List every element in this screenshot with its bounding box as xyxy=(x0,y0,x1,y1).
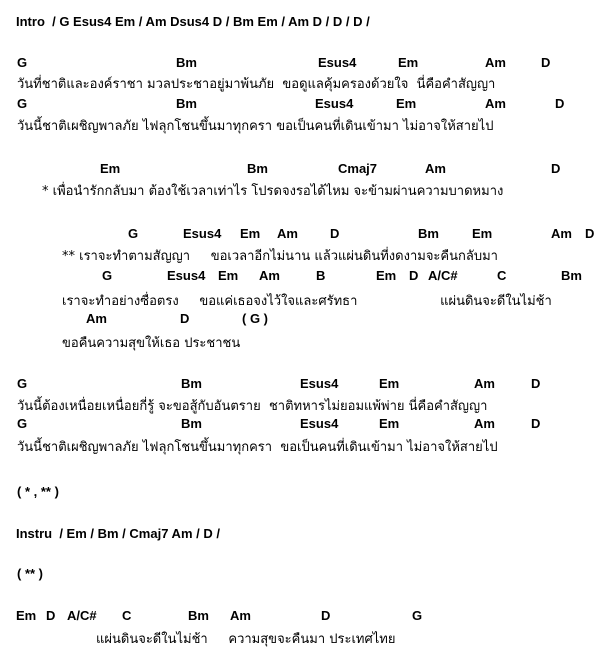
chord: Bm xyxy=(188,608,209,623)
chord: D xyxy=(541,55,551,70)
chord: Esus4 xyxy=(167,268,206,283)
chord: D xyxy=(585,226,595,241)
chorus-lyric-2: เราจะทำอย่างซื่อตรง ขอแค่เธอจงไว้ใจและศรัทธา แผ่นดินจะดีในไม่ช้า xyxy=(62,294,552,309)
chord: G xyxy=(128,226,139,241)
chord: Em xyxy=(396,96,417,111)
chord: Esus4 xyxy=(183,226,222,241)
chord: D xyxy=(531,416,541,431)
chord: Em xyxy=(240,226,261,241)
chord: Esus4 xyxy=(300,416,339,431)
verse1-lyric-2: วันนี้ชาติเผชิญพาลภัย ไฟลุกโชนขึ้นมาทุกครา ขอเป็นคนที่เดินเข้ามา ไม่อาจให้สายไป xyxy=(17,119,494,134)
outro-lyric: แผ่นดินจะดีในไม่ช้า ความสุขจะคืนมา ประเทศไทย xyxy=(96,632,396,647)
chord: ( G ) xyxy=(242,311,268,326)
chord: Em xyxy=(398,55,419,70)
repeat-marker-2: ( ** ) xyxy=(17,566,43,581)
chord: A/C# xyxy=(67,608,97,623)
chord: Am xyxy=(86,311,107,326)
instru-line: Instru / Em / Bm / Cmaj7 Am / D / xyxy=(16,526,220,541)
verse2-lyric-2: วันนี้ชาติเผชิญพาลภัย ไฟลุกโชนขึ้นมาทุกครา ขอเป็นคนที่เดินเข้ามา ไม่อาจให้สายไป xyxy=(17,440,498,455)
chord: Am xyxy=(425,161,446,176)
chord: Bm xyxy=(181,376,202,391)
chord: D xyxy=(555,96,565,111)
chord: B xyxy=(316,268,326,283)
chord: Am xyxy=(485,55,506,70)
chord: C xyxy=(122,608,132,623)
chord: D xyxy=(409,268,419,283)
chord: Em xyxy=(379,376,400,391)
chord: D xyxy=(46,608,56,623)
chord: Esus4 xyxy=(315,96,354,111)
chord: Em xyxy=(379,416,400,431)
chord: C xyxy=(497,268,507,283)
chord: D xyxy=(330,226,340,241)
verse2-lyric-1: วันนี้ต้องเหนื่อยเหนื่อยกี่รู้ จะขอสู้กับอันตราย ชาติทหารไม่ยอมแพ้พ่าย นี่คือคำสัญญา xyxy=(17,399,488,414)
chord: Em xyxy=(16,608,37,623)
chord: Bm xyxy=(176,55,197,70)
chord: Em xyxy=(218,268,239,283)
chord: D xyxy=(180,311,190,326)
chord: Bm xyxy=(247,161,268,176)
chord: Bm xyxy=(176,96,197,111)
chord: Am xyxy=(474,416,495,431)
chord: G xyxy=(17,96,28,111)
chord: G xyxy=(102,268,113,283)
intro-line: Intro / G Esus4 Em / Am Dsus4 D / Bm Em / Am D / D / D / xyxy=(16,14,370,29)
chord: G xyxy=(17,376,28,391)
chord: Am xyxy=(259,268,280,283)
prechorus-lyric: * เพื่อนำรักกลับมา ต้องใช้เวลาเท่าไร โปรดจงรอได้ไหม จะข้ามผ่านความบาดหมาง xyxy=(42,184,504,199)
chord: G xyxy=(17,416,28,431)
chord: Am xyxy=(474,376,495,391)
chord: D xyxy=(531,376,541,391)
chord: Em xyxy=(376,268,397,283)
chord: G xyxy=(412,608,423,623)
chord: Em xyxy=(100,161,121,176)
repeat-marker-1: ( * , ** ) xyxy=(17,484,59,499)
chord: Esus4 xyxy=(318,55,357,70)
chord: Am xyxy=(277,226,298,241)
chorus-lyric-3: ขอคืนความสุขให้เธอ ประชาชน xyxy=(62,336,241,351)
chord: Am xyxy=(485,96,506,111)
chord: Bm xyxy=(418,226,439,241)
chord: Em xyxy=(472,226,493,241)
chord: D xyxy=(551,161,561,176)
chord: Bm xyxy=(561,268,582,283)
chord: Am xyxy=(551,226,572,241)
chorus-lyric-1: ** เราจะทำตามสัญญา ขอเวลาอีกไม่นาน แล้วแผ่นดินที่งดงามจะคืนกลับมา xyxy=(62,249,498,264)
chord: G xyxy=(17,55,28,70)
chord: Cmaj7 xyxy=(338,161,378,176)
chord: Bm xyxy=(181,416,202,431)
chord: Esus4 xyxy=(300,376,339,391)
chord: A/C# xyxy=(428,268,458,283)
verse1-lyric-1: วันที่ชาติและองค์ราชา มวลประชาอยู่มาพ้นภัย ขอดูแลคุ้มครองด้วยใจ นี่คือคำสัญญา xyxy=(17,77,496,92)
chord: D xyxy=(321,608,331,623)
chord: Am xyxy=(230,608,251,623)
